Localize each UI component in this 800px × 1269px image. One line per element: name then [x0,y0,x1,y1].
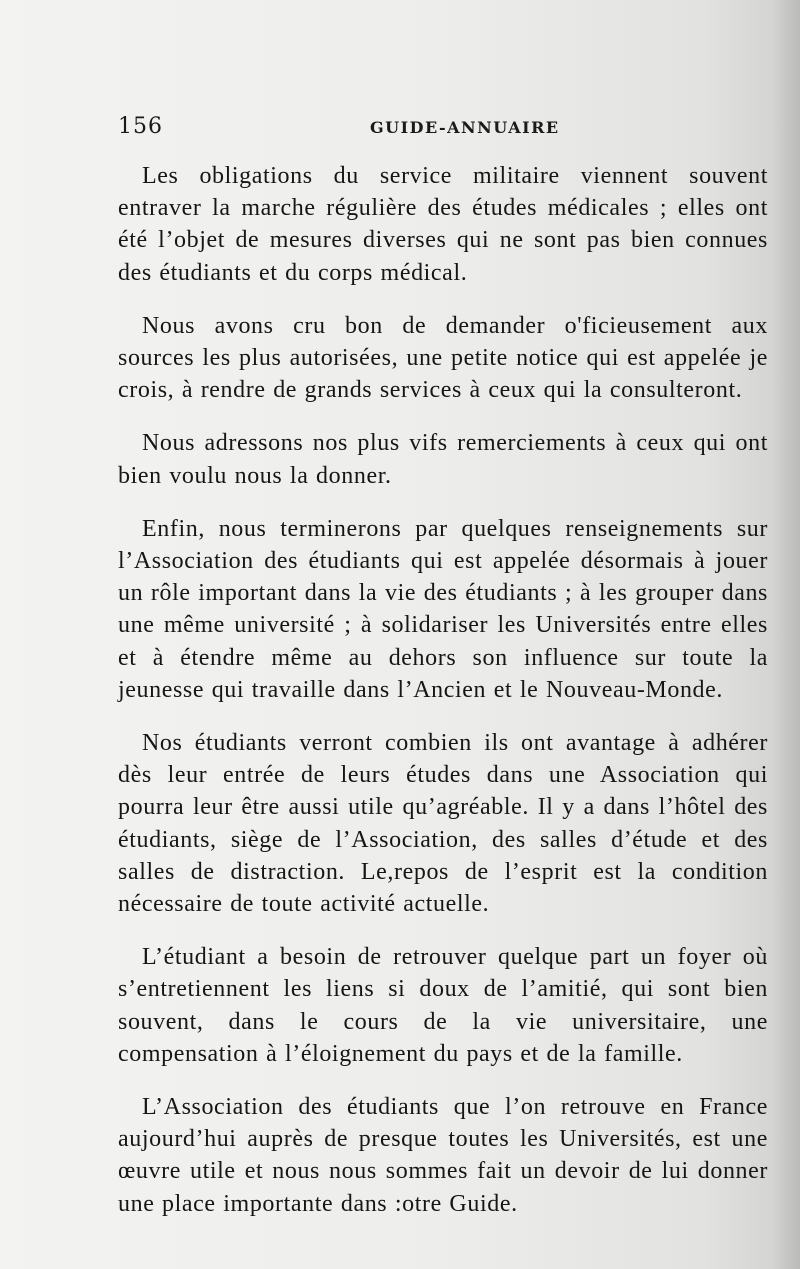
page-number: 156 [118,114,163,139]
paragraph-association-intro: Enfin, nous terminerons par quelques renseignements sur l’Association des étudiants qui est appelée désormais à jouer un rôle important dans la vie des étudiants ; à les grouper dans une même université ; à solidariser les Universités entre elles et à étendre même au dehors son influence sur toute la jeunesse qui travaille dans l’Ancien et le Nouveau-Monde. [118,515,768,703]
paragraph-advantages: Nos étudiants verront combien ils ont avantage à adhérer dès leur entrée de leurs études dans une Association qui pourra leur être aussi utile qu’agréable. Il y a dans l’hôtel des étudiants, siège de l’Association, des salles d’étude et des salles de distraction. Le,repos de l’esprit est la condition nécessaire de toute activité actuelle. [118,730,768,918]
body-text [118,160,768,1220]
paragraph-conclusion: L’Association des étudiants que l’on retrouve en France aujourd’hui auprès de presque toutes les Universités, est une œuvre utile et nous nous sommes fait un devoir de lui donner une place importante dans :otre Guide. [118,1094,768,1217]
paragraph-military-service: Les obligations du service militaire viennent souvent entraver la marche régulière des études médicales ; elles ont été l’objet de mesures diverses qui ne sont pas bien connues des étudiants et du corps médical. [118,163,768,286]
page-header [118,114,768,144]
running-title: GUIDE-ANNUAIRE [370,118,560,137]
page-edge-shadow [772,0,800,1269]
paragraph-foyer: L’étudiant a besoin de retrouver quelque part un foyer où s’entretiennent les liens si doux de l’amitié, qui sont bien souvent, dans le cours de la vie universitaire, une compensation à l’éloignement du pays et de la famille. [118,944,768,1067]
paragraph-thanks: Nous adressons nos plus vifs remerciements à ceux qui ont bien voulu nous la donner. [118,430,768,489]
paragraph-notice: Nous avons cru bon de demander o'ficieusement aux sources les plus autorisées, une petite notice qui est appelée je crois, à rendre de grands services à ceux qui la consulteront. [118,312,768,404]
